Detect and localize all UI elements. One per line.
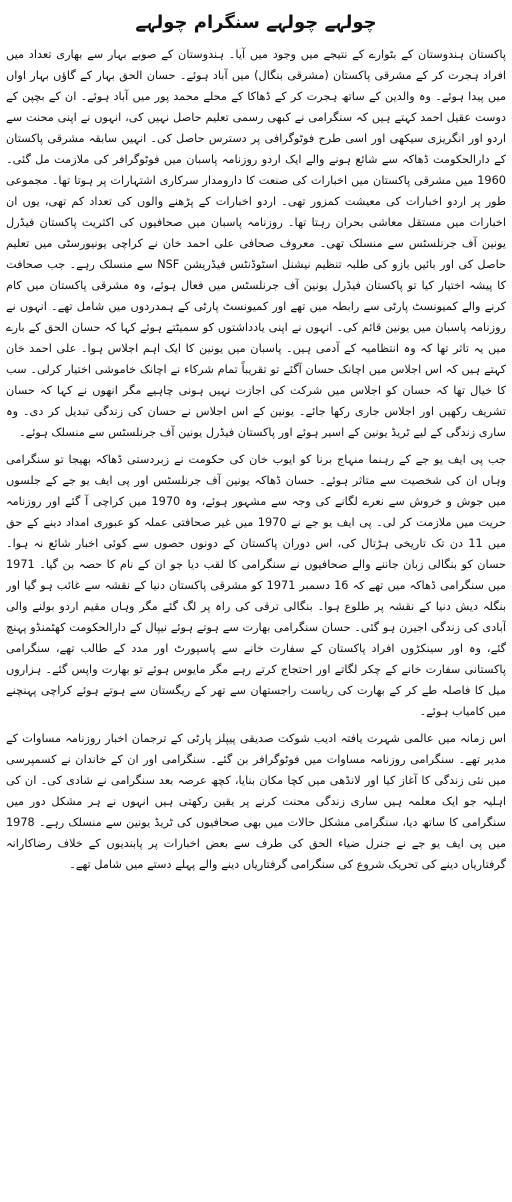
article-title: چولہے چولہے سنگرام چولہے	[135, 12, 377, 33]
paragraph-3: اس زمانہ میں عالمی شہرت یافتہ ادیب شوکت صدیقی پیپلز پارٹی کے ترجمان اخبار روزنامہ مساوات کے مدیر تھے۔ سنگرامی روزنامہ مساوات میں فوٹوگرافر بن گئے۔ سنگرامی اور ان کے خاندان نے کسمپرسی میں نئی زندگی کا آغاز کیا اور لانڈھی میں کچا مکان بنایا، کچھ عرصہ بعد سنگرامی نے شادی کی۔ ان کی اہلیہ جو ایک معلمہ ہیں ساری زندگی محنت کرنے پر یقین رکھتی ہیں انہوں نے ہر مشکل دور میں سنگرامی کا ساتھ دیا، سنگرامی مشکل حالات میں بھی صحافیوں کی ٹریڈ یونین سے منسلک رہے۔ 1978 میں پی ایف یو جے نے جنرل ضیاء الحق کی طرف سے بعض اخبارات پر پابندیوں کے خلاف رضاکارانہ گرفتاریاں دینے کی تحریک شروع کی سنگرامی گرفتاریاں دینے والے پہلے دستے میں شامل تھے۔	[6, 732, 506, 871]
article-body	[6, 44, 506, 1196]
paragraph-2: جب پی ایف یو جے کے رہنما منہاج برنا کو ایوب خان کی حکومت نے زبردستی ڈھاکہ بھیجا تو سنگرامی وہاں ان کی شخصیت سے متاثر ہوئے۔ حسان ڈھاکہ یونین آف جرنلسٹس اور پی ایف یو جے کے جلسوں میں جوش و خروش سے نعرے لگانے کی وجہ سے مشہور ہوئے، وہ 1970 میں کراچی آ گئے اور روزنامہ حریت میں ملازمت کر لی۔ پی ایف یو جے نے 1970 میں غیر صحافتی عملہ کو عبوری امداد دینے کے حق میں 11 دن تک تاریخی ہڑتال کی، اس دوران پاکستان کے دونوں حصوں سے کوئی اخبار شائع نہ ہوا۔ حسان کو بنگالی زبان جاننے والے صحافیوں نے سنگرامی کا لقب دیا جو ان کے نام کا حصہ بن گیا۔ 1971 میں سنگرامی ڈھاکہ میں تھے کہ 16 دسمبر 1971 کو مشرقی پاکستان دنیا کے نقشہ سے غائب ہو گیا اور بنگلہ دیش دنیا کے نقشہ پر طلوع ہوا۔ بنگالی ترقی کی راہ پر لگ گئے مگر وہاں مقیم اردو بولنے والی آبادی کی زندگی اجیرن ہو گئی۔ حسان سنگرامی بھارت سے ہوتے ہوئے نیپال کے دارالحکومت کھٹمنڈو پہنچ گئے، وہ اور سینکڑوں افراد پاکستان کے سفارت خانے سے پاسپورٹ اور مدد کے طالب تھے، سنگرامی پاکستانی سفارت خانے کے چکر لگاتے اور احتجاج کرتے رہے مگر مایوس ہوئے تو بھارت واپس گئے۔ ہزاروں میل کا فاصلہ طے کر کے بھارت کی ریاست راجستھان سے تھر کے ریگستان سے ہوتے ہوئے کراچی پہنچنے میں کامیاب ہوئے۔	[6, 453, 506, 718]
paragraph-1: پاکستان ہندوستان کے بٹوارے کے نتیجے میں وجود میں آیا۔ ہندوستان کے صوبے بہار سے بھاری تعداد میں افراد ہجرت کر کے مشرقی پاکستان (مشرقی بنگال) میں آباد ہوئے۔ حسان الحق بہار کے گاؤں بہار اواں میں پیدا ہوئے۔ وہ والدین کے ساتھ ہجرت کر کے ڈھاکا کے محلے محمد پور میں آباد ہوئے۔ ان کے بچپن کے دوست عقیل احمد کہتے ہیں کہ سنگرامی نے کبھی رسمی تعلیم حاصل نہیں کی، انہوں نے اپنی محنت سے اردو اور انگریزی سیکھی اور اسی طرح فوٹوگرافی پر دسترس حاصل کی۔ انہیں سابقہ مشرقی پاکستان کے دارالحکومت ڈھاکہ سے شائع ہونے والے ایک اردو روزنامہ پاسبان میں فوٹوگرافر کی ملازمت مل گئی۔ 1960 میں مشرقی پاکستان میں اخبارات کی صنعت کا دارومدار سرکاری اشتہارات پر ہوتا تھا۔ مجموعی طور پر اردو اخبارات کی معیشت کمزور تھی۔ اردو اخبارات کے پڑھنے والوں کی تعداد کم تھی، یوں ان اخبارات میں مستقل معاشی بحران رہتا تھا۔ روزنامہ پاسبان میں صحافیوں کی اکثریت پاکستان فیڈرل یونین آف جرنلسٹس سے منسلک تھی۔ معروف صحافی علی احمد خان نے کراچی یونیورسٹی میں تعلیم حاصل کی اور بائیں بازو کی طلبہ تنظیم نیشنل اسٹوڈنٹس فیڈریشن NSF سے منسلک رہے۔ جب صحافت کا پیشہ اختیار کیا تو پاکستان فیڈرل یونین آف جرنلسٹس میں فعال ہوئے، وہ مشرقی پاکستان میں کام کرنے والے کمیونسٹ پارٹی سے رابطہ میں تھے اور کمیونسٹ پارٹی کے ہمدردوں میں شامل تھے۔ انہوں نے روزنامہ پاسبان میں یونین قائم کی۔ انہوں نے اپنی یادداشتوں کو سمیٹتے ہوئے کہا کہ حسان الحق کے بارے میں یہ تاثر تھا کہ وہ انتظامیہ کے آدمی ہیں۔ پاسبان میں یونین کا ایک اہم اجلاس ہوا۔ علی احمد خان کہتے ہیں کہ اس اجلاس میں اچانک حسان آگئے تو تقریباً تمام شرکاء نے اچانک خاموشی اختیار کرلی۔ سب کا خیال تھا کہ حسان کو اجلاس میں شرکت کی اجازت نہیں ہونی چاہیے مگر انھوں نے کہا کہ حسان تشریف رکھیں اور اجلاس جاری رکھا جائے۔ یونین کے اس اجلاس نے حسان کی زندگی تبدیل کر دی۔ وہ ساری زندگی کے لیے ٹریڈ یونین کے اسیر ہوئے اور پاکستان فیڈرل یونین آف جرنلسٹس سے منسلک ہوئے۔	[6, 48, 506, 439]
article	[6, 8, 506, 1196]
